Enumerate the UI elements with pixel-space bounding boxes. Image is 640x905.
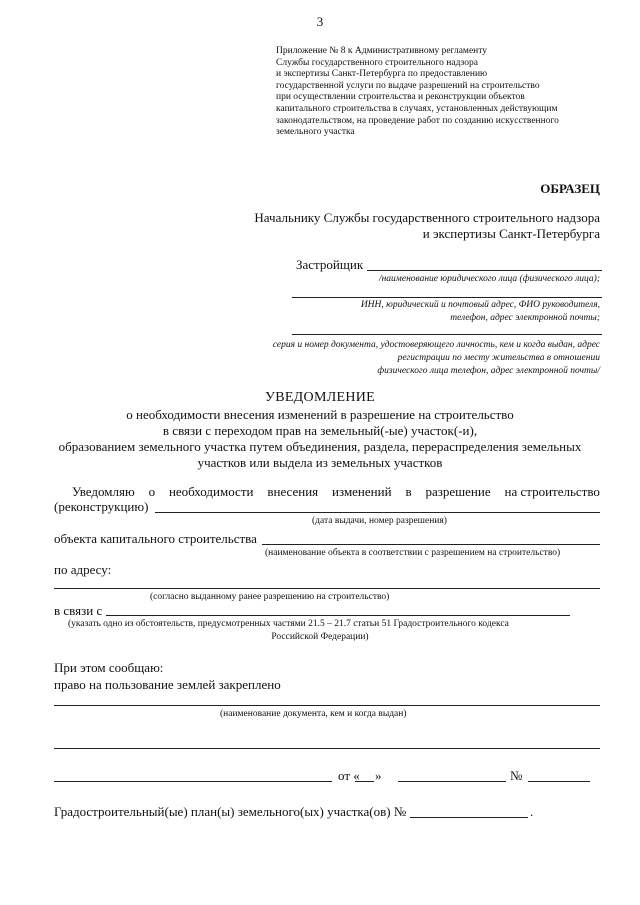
intro-word: в [405,484,412,499]
developer-hint-name: /наименование юридического лица (физического лица); [378,274,600,284]
permit-date-number-field[interactable] [155,512,600,513]
appendix-line: Приложение № 8 к Административному регламенту [276,46,488,56]
developer-label: Застройщик [296,257,364,272]
developer-hint-identity-2: регистрации по месту жительства в отношении [397,353,600,363]
appendix-line: и экспертизы Санкт-Петербурга по предоставлению [276,69,488,80]
appendix-reference [276,46,606,139]
intro-word: о [148,484,156,499]
appendix-line: Службы государственного строительного надзора [276,57,478,68]
developer-details-field[interactable] [292,297,602,298]
developer-hint-identity-3: физического лица телефон, адрес электронной почты/ [377,366,600,376]
developer-hint-identity-1: серия и номер документа, удостоверяющего личность, кем и когда выдан, адрес [272,340,600,350]
land-document-field[interactable] [54,705,600,706]
gpzu-number-field[interactable] [410,817,528,818]
appendix-line: земельного участка [276,127,355,138]
addressee-line: и экспертизы Санкт-Петербурга [422,226,600,241]
hint-reason-2: Российской Федерации) [271,632,369,642]
hint-reason-1: (указать одно из обстоятельств, предусмотренных частями 21.5 – 21.7 статьи 51 Градостроительного кодекса [68,619,509,629]
appendix-line: законодательством, на проведение работ по созданию искусственного [276,115,559,126]
date-close-quote: » [375,768,382,783]
document-number-field[interactable] [528,781,590,782]
developer-hint-details-1: ИНН, юридический и почтовый адрес, ФИО руководителя, [360,300,600,310]
intro-word: внесения [267,484,319,499]
object-name-field[interactable] [262,544,600,545]
intro-word: Уведомляю [72,484,135,499]
page-number: 3 [316,14,324,29]
notice-subtitle-line: образованием земельного участка путем объединения, раздела, перераспределения земельных [58,439,582,454]
intro-sentence [72,484,600,500]
gpzu-label: Градостроительный(ые) план(ы) земельного(ых) участка(ов) № [54,804,407,819]
appendix-line: государственной услуги по выдаче разрешений на строительство [276,80,540,91]
addressee-line: Начальнику Службы государственного строительного надзора [254,210,600,225]
intro-word: на строительство [504,484,600,499]
notice-title: УВЕДОМЛЕНИЕ [264,390,376,405]
developer-hint-details-2: телефон, адрес электронной почты; [450,313,600,323]
appendix-line: при осуществлении строительства и реконструкции объектов [276,92,525,103]
gpzu-end: . [530,804,534,819]
address-field[interactable] [54,588,600,589]
reconstruction-label: (реконструкцию) [54,499,149,514]
number-sign: № [510,768,523,783]
sample-label: ОБРАЗЕЦ [540,181,600,196]
hint-document: (наименование документа, кем и когда выдан) [220,709,407,719]
appendix-line: капитального строительства в случаях, установленных действующим [276,103,558,114]
hint-object-name: (наименование объекта в соответствии с разрешением на строительство) [265,548,561,558]
object-label: объекта капитального строительства [54,531,257,546]
intro-word: разрешение [425,484,491,499]
developer-identity-field[interactable] [292,334,602,335]
date-month-year-field[interactable] [398,781,506,782]
notice-subtitle-line: участков или выдела из земельных участков [197,455,443,470]
hint-issue-date: (дата выдачи, номер разрешения) [312,516,447,526]
notice-subtitle [40,407,600,471]
reason-label: в связи с [54,603,103,618]
hint-address: (согласно выданному ранее разрешению на строительство) [150,592,390,602]
developer-name-field[interactable] [367,270,602,271]
document-name-field[interactable] [54,781,332,782]
notice-subtitle-line: о необходимости внесения изменений в разрешение на строительство [126,407,514,422]
reason-field[interactable] [106,615,570,616]
extra-info-field[interactable] [54,748,600,749]
intro-word: изменений [332,484,392,499]
report-label: При этом сообщаю: [54,660,164,675]
address-label: по адресу: [54,562,112,577]
date-day-field[interactable] [355,781,374,782]
notice-subtitle-line: в связи с переходом прав на земельный(-ые) участок(-и), [162,423,478,438]
land-right-label: право на пользование землей закреплено [54,677,281,692]
intro-word: необходимости [168,484,254,499]
date-from-label: от « [338,768,360,783]
addressee [254,210,600,242]
